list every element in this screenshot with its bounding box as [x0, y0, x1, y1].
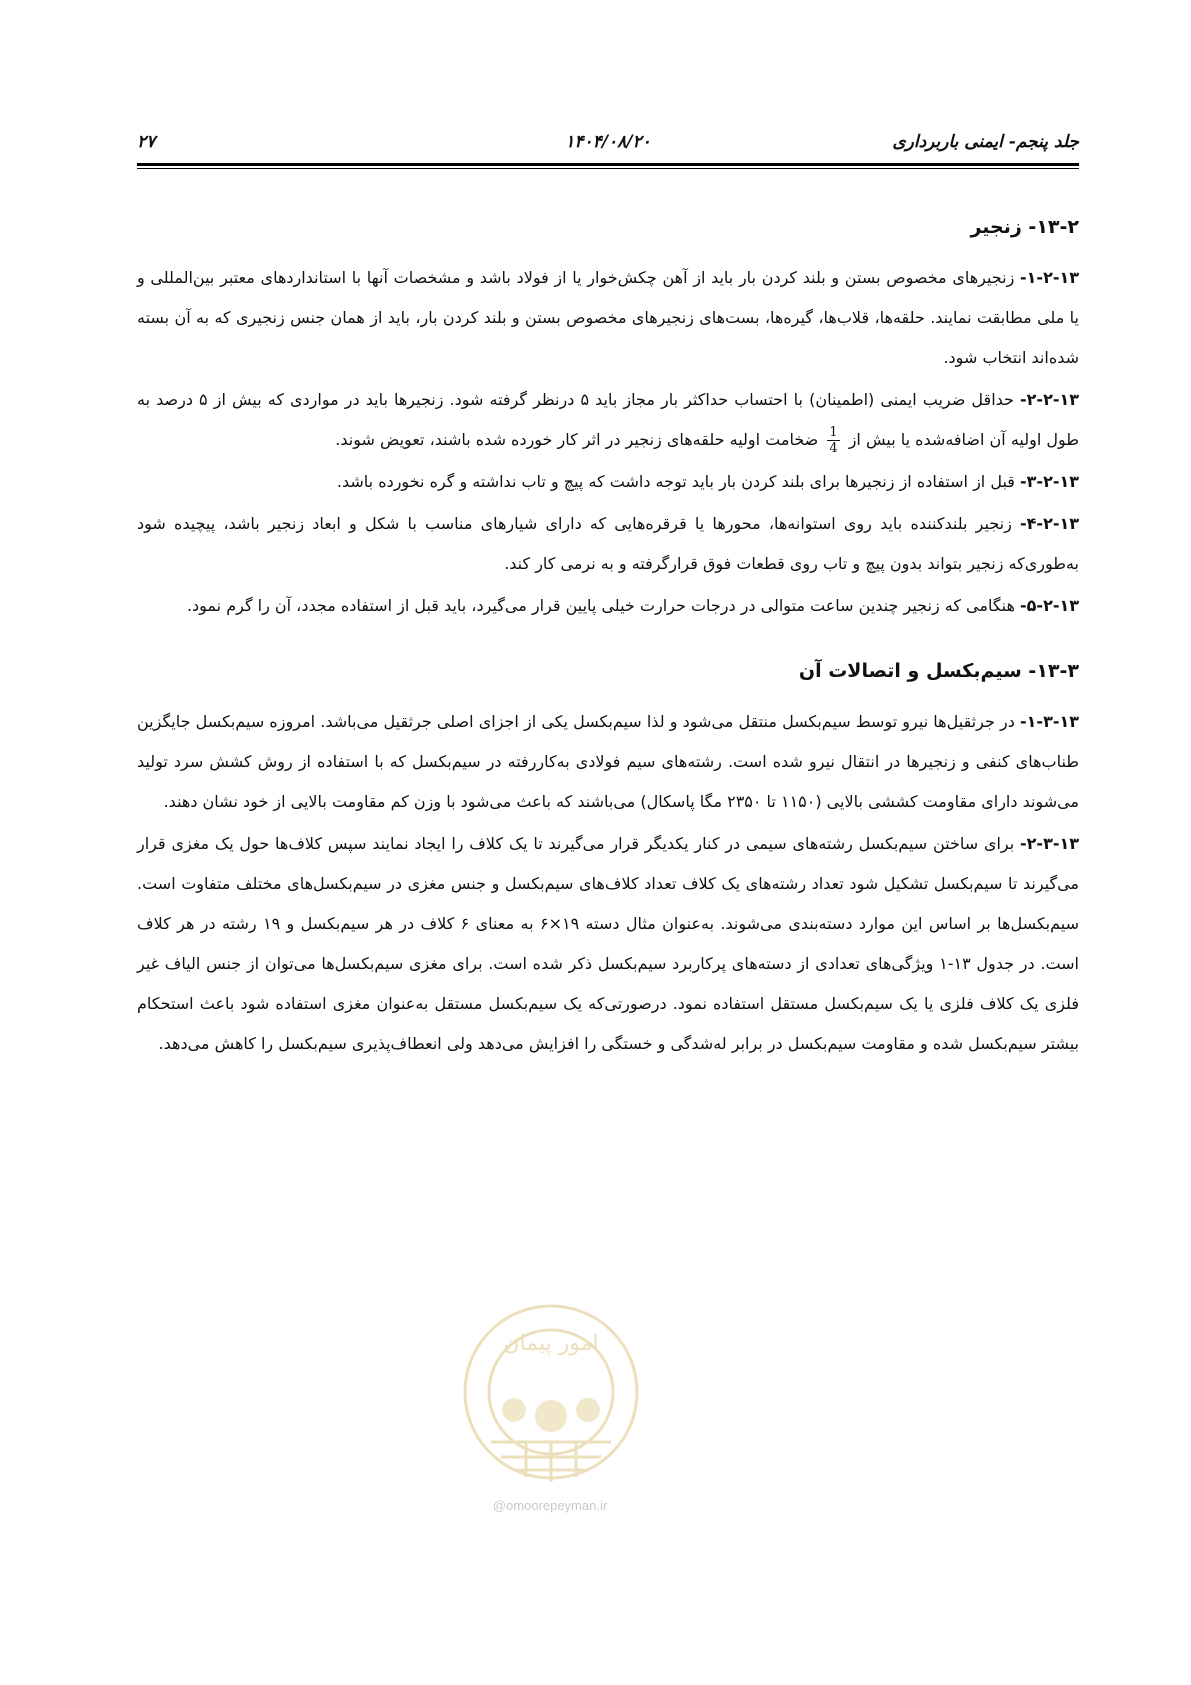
- paragraph-number: ۲-۲-۱۳-: [1020, 390, 1079, 409]
- paragraph-13-2-2: [137, 380, 1079, 460]
- header-rule-thick: [137, 163, 1079, 166]
- paragraph-text: حداقل ضریب ایمنی (اطمینان) با احتساب حداکثر بار مجاز باید ۵ درنظر گرفته شود. زنجیرها باید در مواردی که بیش از ۵ درصد به طول اولیه آن اضافه‌شده یا بیش از: [137, 390, 1079, 449]
- paragraph-text: در جرثقیل‌ها نیرو توسط سیم‌بکسل منتقل می‌شود و لذا سیم‌بکسل یکی از اجزای اصلی جرثقیل می‌باشد. امروزه سیم‌بکسل جایگزین طناب‌های کنفی و زنجیرها در انتقال نیرو شده است. رشته‌های سیم فولادی به‌کاررفته در سیم‌بکسل که با استفاده از روش کشش سرد تولید می‌شوند دارای مقاومت کششی بالایی (۱۱۵۰ تا ۲۳۵۰ مگا پاسکال) می‌باشند که باعث می‌شود با وزن کم مقاومت بالایی از خود نشان دهند.: [137, 712, 1079, 811]
- header-rule-thin: [137, 168, 1079, 169]
- paragraph-number: ۲-۳-۱۳-: [1020, 834, 1079, 853]
- page-content: [137, 210, 1079, 1066]
- watermark-logo-text: امور پیمان: [503, 1331, 599, 1356]
- paragraph-number: ۵-۲-۱۳-: [1020, 596, 1079, 615]
- section-title-chain: ۱۳-۲- زنجیر: [970, 216, 1079, 238]
- paragraph-text: زنجیر بلندکننده باید روی استوانه‌ها، محورها یا قرقره‌هایی که دارای شیارهای مناسب با شکل و ابعاد زنجیر باشد، پیچیده شود به‌طوری‌که زنجیر بتواند بدون پیچ و تاب روی قطعات فوق قرارگرفته و به نرمی کار کند.: [137, 514, 1079, 573]
- paragraph-number: ۴-۲-۱۳-: [1020, 514, 1079, 533]
- fraction-denominator: 4: [829, 441, 838, 456]
- header-date: ۱۴۰۴/۰۸/۲۰: [565, 132, 651, 152]
- paragraph-text: برای ساختن سیم‌بکسل رشته‌های سیمی در کنار یکدیگر قرار می‌گیرند تا یک کلاف را ایجاد نمایند سپس کلاف‌ها حول یک مغزی قرار می‌گیرند تا سیم‌بکسل تشکیل شود تعداد رشته‌های یک کلاف تعداد کلاف‌های سیم‌بکسل و جنس مغزی در سیم‌بکسل‌های مختلف متفاوت است. سیم‌بکسل‌ها بر اساس این موارد دسته‌بندی می‌شوند. به‌عنوان مثال دسته ۱۹×۶ به معنای ۶ کلاف در هر سیم‌بکسل و ۱۹ رشته در هر کلاف است. در جدول ۱۳-۱ ویژگی‌های تعدادی از دسته‌های پرکاربرد سیم‌بکسل ذکر شده است. برای مغزی سیم‌بکسل‌ها می‌توان از جنس الیاف غیر فلزی یک کلاف فلزی یا یک سیم‌بکسل مستقل استفاده نمود. درصورتی‌که یک سیم‌بکسل مستقل به‌عنوان مغزی استفاده شود باعث استحکام بیشتر سیم‌بکسل شده و مقاومت سیم‌بکسل در برابر له‌شدگی و خستگی را افزایش می‌دهد ولی انعطاف‌پذیری سیم‌بکسل را کاهش می‌دهد.: [137, 834, 1080, 1053]
- page-number: ۲۷: [137, 132, 156, 152]
- book-title: جلد پنجم- ایمنی باربرداری: [892, 132, 1079, 152]
- fraction-numerator: 1: [829, 425, 838, 440]
- paragraph-number: ۱-۳-۱۳-: [1020, 712, 1079, 731]
- paragraph-text: زنجیرهای مخصوص بستن و بلند کردن بار باید از آهن چکش‌خوار یا از فولاد باشد و مشخصات آنها با استانداردهای معتبر بین‌المللی و یا ملی مطابقت نمایند. حلقه‌ها، قلاب‌ها، گیره‌ها، بست‌های زنجیرهای مخصوص بستن و بلند کردن بار، باید از همان جنس زنجیری که به آن بسته شده‌اند انتخاب شود.: [137, 268, 1079, 367]
- paragraph-13-2-4: [137, 504, 1079, 584]
- watermark-logo: [456, 1292, 646, 1492]
- paragraph-13-2-5: [137, 586, 1079, 626]
- fraction-one-quarter: [827, 425, 839, 456]
- paragraph-number: ۳-۲-۱۳-: [1020, 472, 1079, 491]
- page-header: [137, 128, 1079, 158]
- paragraph-13-3-1: [137, 702, 1079, 822]
- paragraph-13-2-3: [137, 462, 1079, 502]
- paragraph-text: قبل از استفاده از زنجیرها برای بلند کردن بار باید توجه داشت که پیچ و تاب نداشته و گره نخورده باشد.: [336, 472, 1021, 491]
- paragraph-text-continued: ضخامت اولیه حلقه‌های زنجیر در اثر کار خورده شده باشند، تعویض شوند.: [335, 430, 819, 449]
- paragraph-13-3-2: [137, 824, 1079, 1064]
- paragraph-number: ۱-۲-۱۳-: [1020, 268, 1079, 287]
- watermark-url: @omoorepeyman.ir: [492, 1498, 608, 1513]
- paragraph-13-2-1: [137, 258, 1079, 378]
- section-title-wire-rope: ۱۳-۳- سیم‌بکسل و اتصالات آن: [798, 660, 1079, 682]
- paragraph-text: هنگامی که زنجیر چندین ساعت متوالی در درجات حرارت خیلی پایین قرار می‌گیرد، باید قبل از استفاده مجدد، آن را گرم نمود.: [186, 596, 1021, 615]
